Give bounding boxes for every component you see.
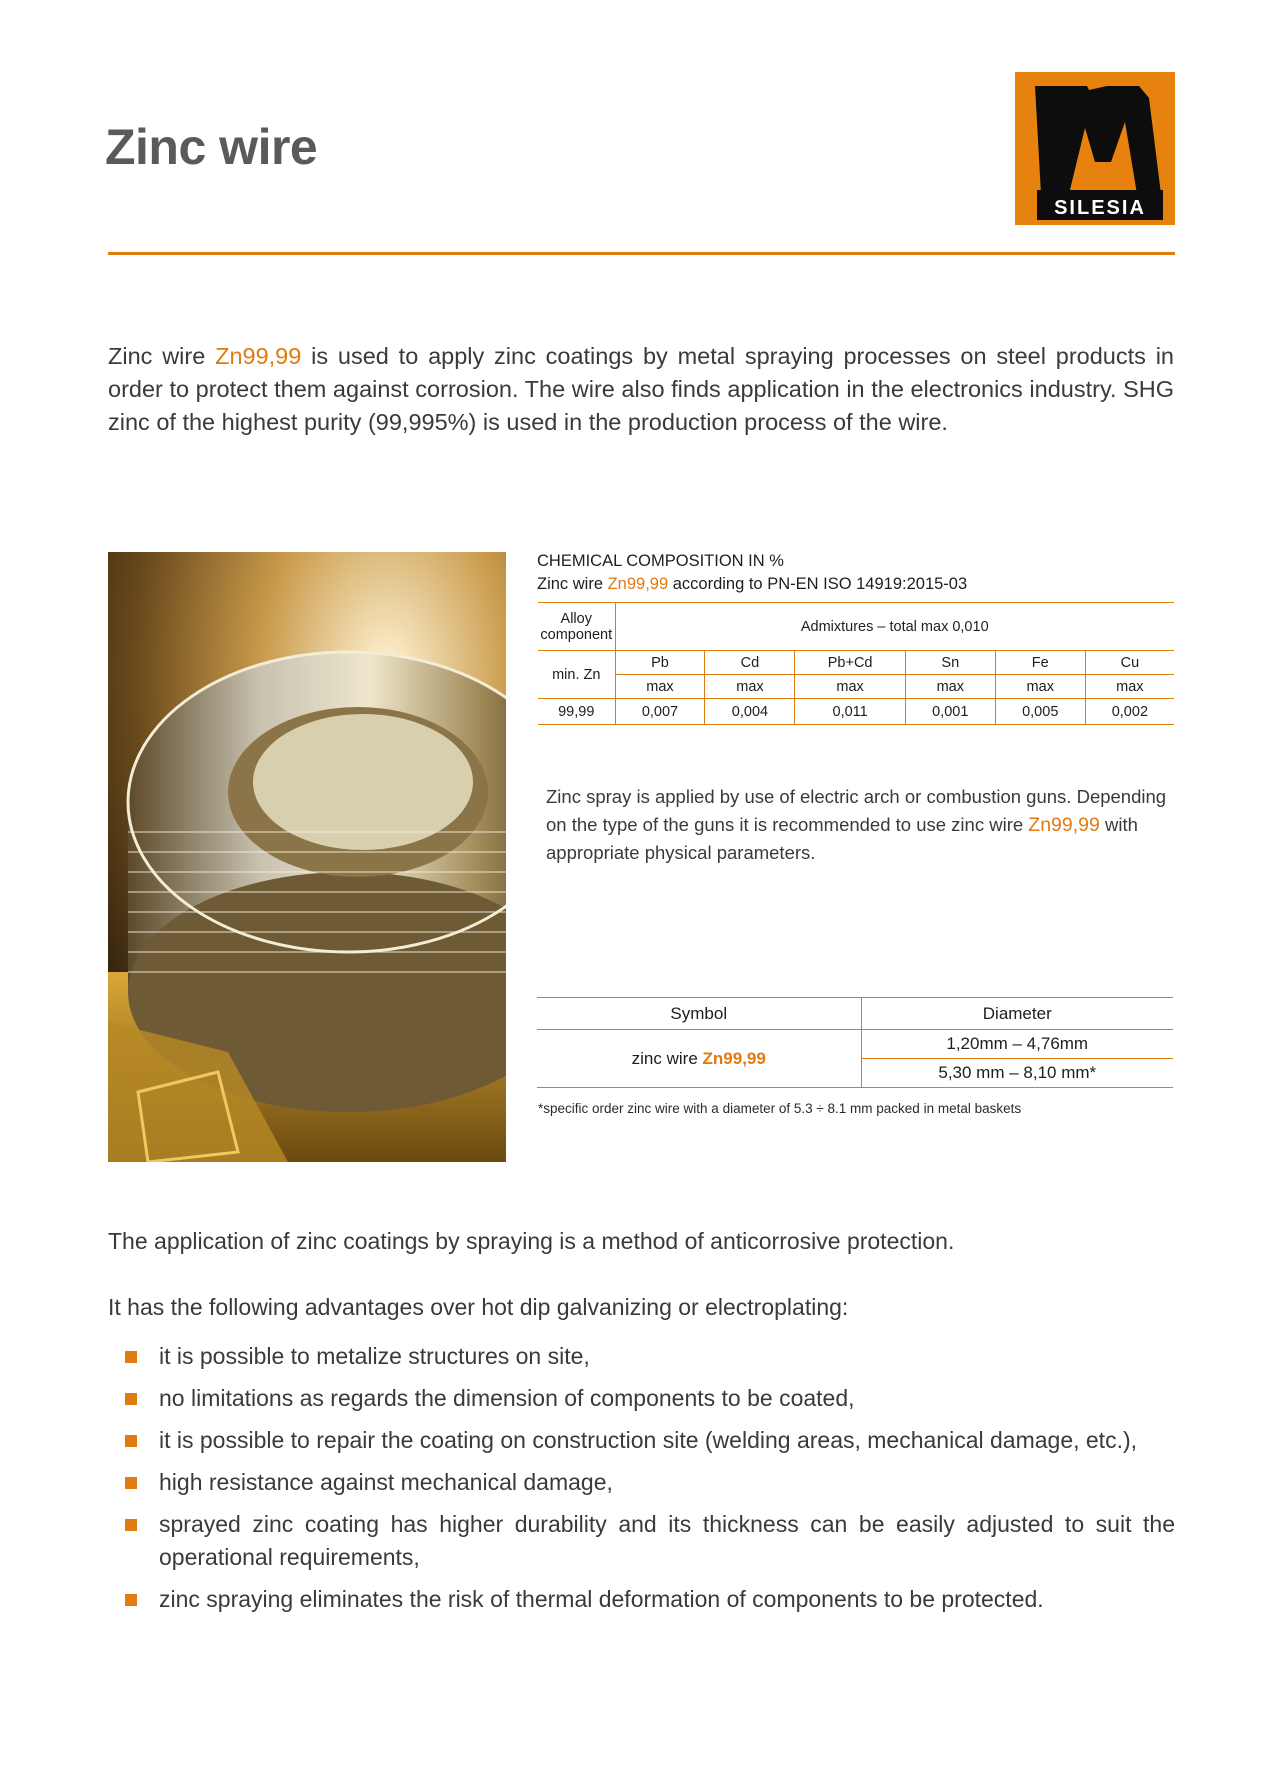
square-bullet-icon [125,1519,137,1531]
composition-title: CHEMICAL COMPOSITION IN % [537,552,784,570]
min-zn-label: min. Zn [538,651,615,699]
symbol-diameter-table [537,997,1173,1088]
admixtures-header: Admixtures – total max 0,010 [615,603,1174,651]
square-bullet-icon [125,1435,137,1447]
page-title: Zinc wire [105,119,318,175]
symbol-header: Symbol [537,998,861,1030]
limit-label: max [705,675,795,699]
element-header: Fe [995,651,1085,675]
header-rule [108,252,1175,255]
advantages-intro: It has the following advantages over hot dip galvanizing or electroplating: [108,1294,849,1320]
list-item: no limitations as regards the dimension of components to be coated, [108,1382,1175,1415]
limit-label: max [795,675,905,699]
footnote: *specific order zinc wire with a diameter of 5.3 ÷ 8.1 mm packed in metal baskets [538,1101,1022,1116]
zm-logo-mark [1015,72,1175,225]
square-bullet-icon [125,1351,137,1363]
symbol-cell: zinc wire Zn99,99 [537,1030,861,1088]
list-item: sprayed zinc coating has higher durability and its thickness can be easily adjusted to suit the operational requirements, [108,1508,1175,1574]
diameter-header: Diameter [861,998,1173,1030]
zm-silesia-logo [1015,72,1175,225]
list-item: zinc spraying eliminates the risk of thermal deformation of components to be protected. [108,1583,1175,1616]
square-bullet-icon [125,1477,137,1489]
zn-value: 99,99 [538,699,615,725]
element-header: Cd [705,651,795,675]
list-item: it is possible to repair the coating on construction site (welding areas, mechanical damage, etc.), [108,1424,1175,1457]
diameter-range: 5,30 mm – 8,10 mm* [861,1059,1173,1088]
chemical-composition-table [538,602,1174,725]
element-header: Sn [905,651,995,675]
square-bullet-icon [125,1393,137,1405]
diameter-range: 1,20mm – 4,76mm [861,1030,1173,1059]
advantages-list [108,1340,1175,1625]
element-header: Pb [615,651,705,675]
limit-label: max [995,675,1085,699]
admixture-value: 0,004 [705,699,795,725]
spray-paragraph: Zinc spray is applied by use of electric arch or combustion guns. Depending on the type of the guns it is recommended to use zinc wire Zn99,99 with appropriate physical parameters. [546,786,1167,863]
limit-label: max [615,675,705,699]
application-text: The application of zinc coatings by spraying is a method of anticorrosive protection. [108,1228,955,1254]
admixture-value: 0,002 [1085,699,1174,725]
composition-subtitle: Zinc wire Zn99,99 according to PN-EN ISO 14919:2015-03 [537,575,968,593]
list-item: high resistance against mechanical damage, [108,1466,1175,1499]
admixture-value: 0,001 [905,699,995,725]
logo-text: SILESIA [1054,197,1146,219]
zinc-wire-coil-photo [108,552,506,1162]
limit-label: max [1085,675,1174,699]
admixture-value: 0,007 [615,699,705,725]
intro-paragraph: Zinc wire Zn99,99 is used to apply zinc coatings by metal spraying processes on steel products in order to protect them against corrosion. The wire also finds application in the electronics industry. SHG zinc of the highest purity (99,995%) is used in the production process of the wire. [108,343,1174,435]
grade-highlight: Zn99,99 [1028,814,1100,836]
admixture-value: 0,011 [795,699,905,725]
list-item: it is possible to metalize structures on site, [108,1340,1175,1373]
limit-label: max [905,675,995,699]
element-header: Pb+Cd [795,651,905,675]
grade-highlight: Zn99,99 [215,343,302,369]
composition-heading [537,550,967,596]
alloy-component-header: Alloy component [538,603,615,651]
element-header: Cu [1085,651,1174,675]
admixture-value: 0,005 [995,699,1085,725]
square-bullet-icon [125,1594,137,1606]
